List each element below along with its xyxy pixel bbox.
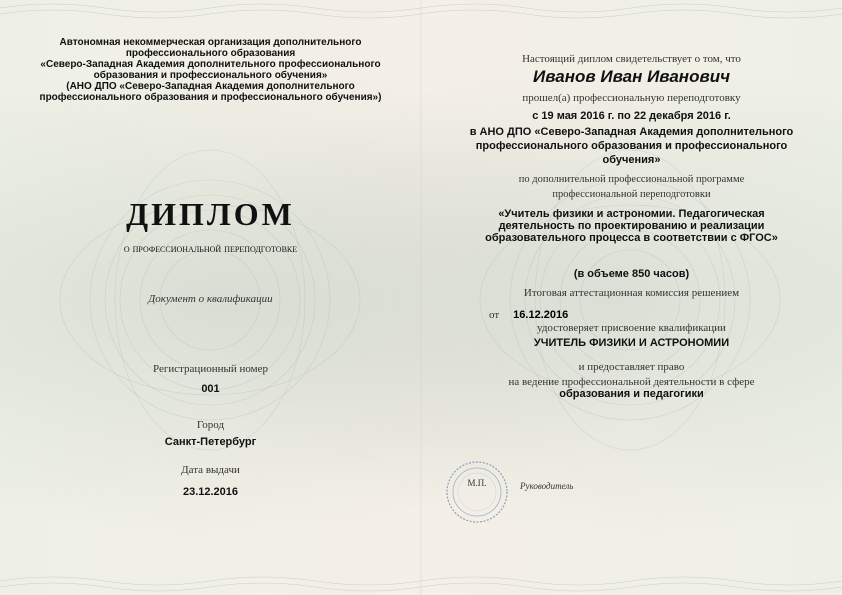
academy-line: обучения» [602, 154, 661, 166]
academy-line: в АНО ДПО «Северо-Западная Академия дополнительного [469, 126, 794, 138]
diploma-subtitle: о профессиональной переподготовке [123, 241, 298, 255]
program-name [421, 208, 842, 244]
program-intro-line: по дополнительной профессиональной программе [518, 174, 745, 185]
right-intro-text: и предоставляет право [578, 361, 685, 373]
decision-date-label: от [489, 309, 500, 321]
decision-date-value: 16.12.2016 [513, 309, 569, 321]
study-period: с 19 мая 2016 г. по 22 декабря 2016 г. [532, 110, 731, 122]
stamp-icon [445, 460, 509, 524]
org-header-line: профессионального образования [125, 48, 296, 59]
certifies-text: удостоверяет присвоение квалификации [537, 322, 726, 334]
program-line: «Учитель физики и астрономии. Педагогическая [498, 208, 765, 220]
commission-text: Итоговая аттестационная комиссия решением [523, 287, 740, 299]
head-signature-label: Руководитель [520, 481, 574, 491]
reg-number-label: Регистрационный номер [152, 363, 269, 375]
passed-text: прошел(а) профессиональную переподготовку [522, 92, 741, 104]
reg-number-value: 001 [201, 383, 220, 395]
qualification-value: УЧИТЕЛЬ ФИЗИКИ И АСТРОНОМИИ [533, 337, 730, 349]
diploma-right-page [421, 0, 842, 595]
org-header-line: профессионального образования и профессионального обучения») [39, 92, 382, 103]
document-type: Документ о квалификации [148, 293, 273, 305]
right-text: на ведение профессиональной деятельности в сфере [508, 376, 755, 388]
hours-volume: (в объеме 850 часов) [573, 268, 690, 280]
city-label: Город [196, 419, 225, 431]
org-header-line: «Северо-Западная Академия дополнительного профессионального [40, 59, 381, 70]
program-intro [421, 172, 842, 202]
program-line: образовательного процесса в соответствии с ФГОС» [485, 232, 778, 244]
stamp-seal [445, 460, 509, 524]
program-intro-line: профессиональной переподготовки [552, 189, 711, 200]
issue-date-value: 23.12.2016 [182, 486, 239, 498]
stamp-label: М.П. [467, 478, 487, 488]
decision-date-row [489, 305, 789, 323]
city-value: Санкт-Петербург [164, 436, 257, 448]
org-header-line: Автономная некоммерческая организация дополнительного [59, 37, 362, 48]
org-header-line: образования и профессионального обучения» [93, 70, 328, 81]
org-header [0, 37, 421, 103]
issue-date-label: Дата выдачи [181, 464, 240, 476]
diploma-title: ДИПЛОМ [126, 196, 295, 232]
org-header-line: (АНО ДПО «Северо-Западная Академия дополнительного [66, 81, 355, 92]
graduate-name: Иванов Иван Иванович [532, 67, 731, 86]
academy-name [421, 125, 842, 167]
academy-line: профессионального образования и профессионального [475, 140, 788, 152]
certificate-intro: Настоящий диплом свидетельствует о том, что [522, 53, 741, 65]
sphere-value: образования и педагогики [559, 388, 704, 400]
program-line: деятельность по проектированию и реализации [498, 220, 765, 232]
